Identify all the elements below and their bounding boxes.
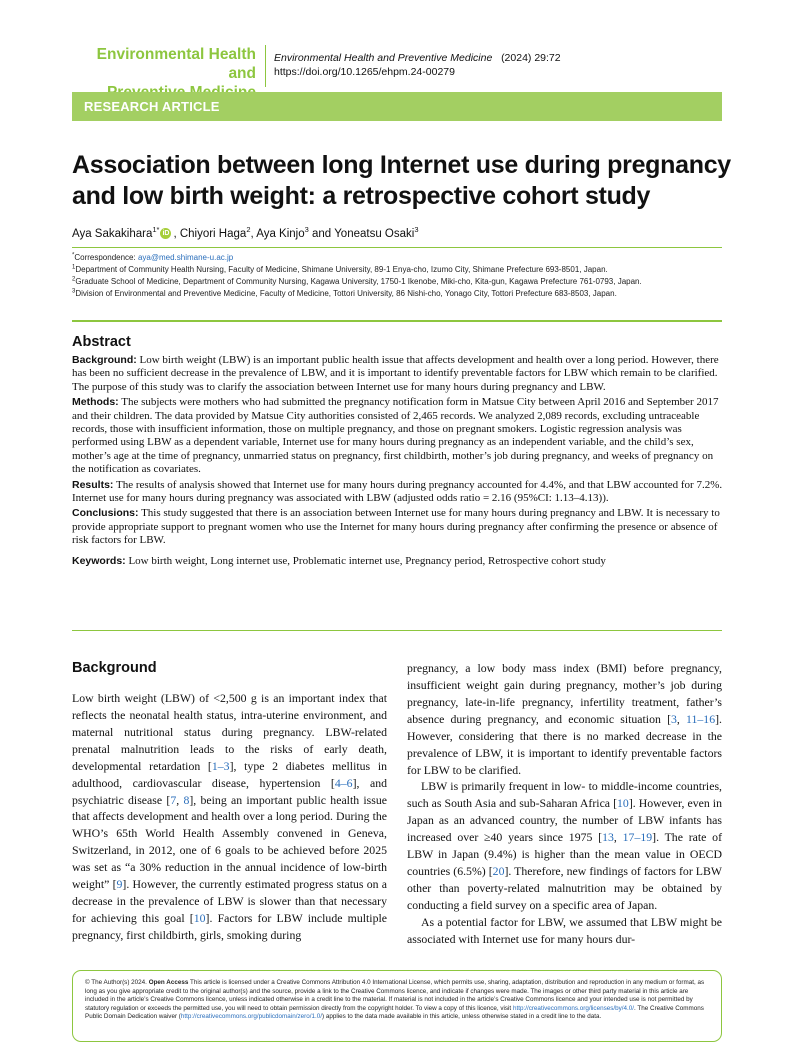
citation-block — [274, 51, 561, 79]
journal-logo-line1: Environmental Health and — [96, 46, 256, 82]
cc-zero-waiver-link[interactable]: http://creativecommons.org/publicdomain/zero/1.0/ — [180, 1013, 322, 1020]
author-affiliation-mark: 2 — [246, 225, 251, 235]
author-affiliation-mark: 1* — [152, 225, 160, 235]
citation-ref-link[interactable]: 10 — [617, 796, 629, 811]
citation-ref-link[interactable]: 1–3 — [211, 758, 230, 773]
citation-ref-link[interactable]: 9 — [116, 877, 123, 892]
author-separator: and — [308, 228, 335, 240]
abstract-methods: Methods: The subjects were mothers who had submitted the pregnancy notification form in Matsue City between April 2016 and September 2017 and their children. The data provided by Matsue City authorities consisted of 2,465 records. We analyzed 2,089 records, excluding untraceable records, those with insufficient information, those on multiple pregnancy, and those on pregnant smokers. Logistic regression analysis was performed using LBW as a dependent variable, Internet use for many hours during pregnancy as an independent variable, and the child’s sex, mother’s age at the time of pregnancy, unmarried status on pregnancy, first childbirth, mother’s job during pregnancy, and weeks of pregnancy on the notification as covariates. — [72, 396, 719, 476]
body-paragraph: As a potential factor for LBW, we assumed that LBW might be associated with Internet use for many hours dur- — [407, 914, 722, 946]
citation-ref-link[interactable]: 8 — [183, 792, 190, 807]
body-column-right — [407, 660, 722, 948]
correspondence-line: *Correspondence: aya@med.shimane-u.ac.jp — [72, 252, 234, 262]
author-separator: , — [173, 228, 180, 240]
affiliations — [72, 252, 732, 300]
body-paragraph: pregnancy, a low body mass index (BMI) before pregnancy, insufficient weight gain during pregnancy, mother’s job during pregnancy, late-in-life pregnancy, infertility treatment, father’s absence during pregnancy, and economic situation [3, 11–16]. However, considering that there is no marked decrease in the prevalence of LBW, it is important to identify preventable factors for LBW to be clarified. — [407, 661, 722, 777]
abstract-heading: Abstract — [72, 334, 131, 350]
citation-volume: (2024) 29:72 — [501, 52, 561, 64]
citation-ref-link[interactable]: 10 — [193, 910, 206, 925]
citation-ref-link[interactable]: 17–19 — [622, 830, 653, 845]
header-divider — [265, 45, 266, 87]
author-affiliation-mark: 3 — [304, 225, 309, 235]
citation-ref-link[interactable]: 13 — [602, 830, 614, 845]
citation-ref-link[interactable]: 11–16 — [686, 711, 716, 726]
open-access-label: Open Access — [148, 979, 189, 986]
abstract-results: Results: The results of analysis showed that Internet use for many hours during pregnancy accounted for 4.4%, and that LBW accounted for 7.2%. Internet use for many hours during pregnancy was associated with LBW (adjusted odds ratio = 2.16 (95%CI: 1.13–4.13)). — [72, 478, 723, 505]
affiliation-item: $^1$Department of Community Health Nursing, Faculty of Medicine, Shimane University, 89-1 Enya-cho, Izumo City, Shimane Prefecture 693-8501, Japan. — [72, 264, 608, 274]
body-column-left — [72, 690, 387, 944]
article-title: Association between long Internet use during pregnancy and low birth weight: a retrospective cohort study — [72, 151, 731, 210]
author-name: Aya Sakakihara — [72, 228, 153, 240]
affiliation-item: $^3$Division of Environmental and Preventive Medicine, Faculty of Medicine, Tottori University, 86 Nishi-cho, Yonago City, Tottori Prefecture 683-8503, Japan. — [72, 288, 617, 298]
affiliation-divider-bottom — [72, 320, 722, 322]
doi-link[interactable]: https://doi.org/10.1265/ehpm.24-00279 — [274, 66, 455, 78]
citation-ref-link[interactable]: 20 — [492, 864, 505, 879]
orcid-icon[interactable]: iD — [162, 230, 170, 238]
body-paragraph: LBW is primarily frequent in low- to middle-income countries, such as South Asia and sub-Saharan Africa [10]. However, even in Japan as an advanced country, the number of LBW infants has increased over ≥40 years since 1975 [13, 17–19]. The rate of LBW in Japan (9.4%) is higher than the mean value in OECD countries (6.5%) [20]. Therefore, new findings of factors for LBW other than poverty-related malnutrition may be obtained by conducting a field survey on a specific area of Japan. — [407, 779, 723, 912]
citation-journal-name: Environmental Health and Preventive Medicine — [274, 52, 493, 64]
body-paragraph: Low birth weight (LBW) of <2,500 g is an important index that reflects the neonatal health status, intra-uterine environment, and maternal nutritional status during pregnancy. LBW-related prenatal malnutrition leads to the risks of early death, developmental retardation [1–3], type 2 diabetes mellitus in adulthood, cardiovascular disease, hypertension [4–6], and psychiatric disease [7, 8], being an important public health issue that affects development and health over a long period. During the WHO’s 65th World Health Assembly convened in Geneva, Switzerland, in 2012, one of 6 goals to be achieved before 2025 was set as “a 30% reduction in the annual incidence of low-birth weight” [9]. However, the currently estimated progress status on a decrease in the prevalence of LBW is slower than that necessary for achieving this goal [10]. Factors for LBW include multiple pregnancy, first childbirth, girls, smoking during — [72, 691, 387, 942]
license-notice: © The Author(s) 2024. Open Access This article is licensed under a Creative Commons Attribution 4.0 International License, which permits use, sharing, adaptation, distribution and reproduction in any medium or format, as long as you give appropriate credit to the original author(s) and the source, provide a link to the Creative Commons licence, and indicate if changes were made. The images or other third party material in this article are included in the article’s Creative Commons licence, unless indicated otherwise in a credit line to the material. If material is not included in the article’s Creative Commons licence and your intended use is not permitted by statutory regulation or exceeds the permitted use, you will need to obtain permission directly from the copyright holder. To view a copy of this licence, visit http://creativecommons.org/licenses/by/4.0/. The Creative Commons Public Domain Dedication waiver (http://creativecommons.org/publicdomain/zero/1.0/) applies to the data made available in this article, unless otherwise stated in a credit line to the data. — [72, 970, 722, 1042]
author-name: Yoneatsu Osaki — [334, 228, 415, 240]
author-affiliation-mark: 3 — [414, 225, 419, 235]
section-heading-background: Background — [72, 660, 157, 676]
abstract-conclusions: Conclusions: This study suggested that there is an association between Internet use for many hours during pregnancy and LBW. It is necessary to provide appropriate support to pregnant women who use the Internet for many hours during pregnancy after confirming the presence or absence of risk factors for LBW. — [72, 507, 720, 547]
author-separator: , — [250, 228, 257, 240]
citation-ref-link[interactable]: 4–6 — [334, 775, 353, 790]
correspondence-email-link[interactable]: aya@med.shimane-u.ac.jp — [137, 253, 234, 262]
keywords: Keywords: Low birth weight, Long internet use, Problematic internet use, Pregnancy period, Retrospective cohort study — [72, 554, 606, 567]
article-type-banner: RESEARCH ARTICLE — [72, 92, 722, 121]
abstract-background: Background: Low birth weight (LBW) is an important public health issue that affects development and health over a long period. However, there has been no sufficient decrease in the prevalence of LBW, and it is important to identify preventable factors for LBW which remain to be clarified. The purpose of this study was to clarify the association between Internet use for many hours during pregnancy and LBW. — [72, 354, 719, 393]
citation-ref-link[interactable]: 7 — [170, 792, 177, 807]
affiliation-item: $^2$Graduate School of Medicine, Department of Community Nursing, Kagawa University, 1750-1 Ikenobe, Miki-cho, Kita-gun, Kagawa Prefecture 761-0793, Japan. — [72, 276, 642, 286]
author-name: Aya Kinjo — [256, 228, 305, 240]
abstract-divider — [72, 630, 722, 631]
citation-line — [274, 51, 561, 65]
author-name: Chiyori Haga — [179, 228, 247, 240]
cc-by-license-link[interactable]: http://creativecommons.org/licenses/by/4.0/ — [512, 1004, 635, 1012]
citation-ref-link[interactable]: 3 — [671, 711, 677, 726]
abstract — [72, 334, 724, 570]
affiliation-divider-top — [72, 247, 722, 248]
affiliation-list — [72, 264, 732, 300]
author-list — [72, 227, 419, 242]
